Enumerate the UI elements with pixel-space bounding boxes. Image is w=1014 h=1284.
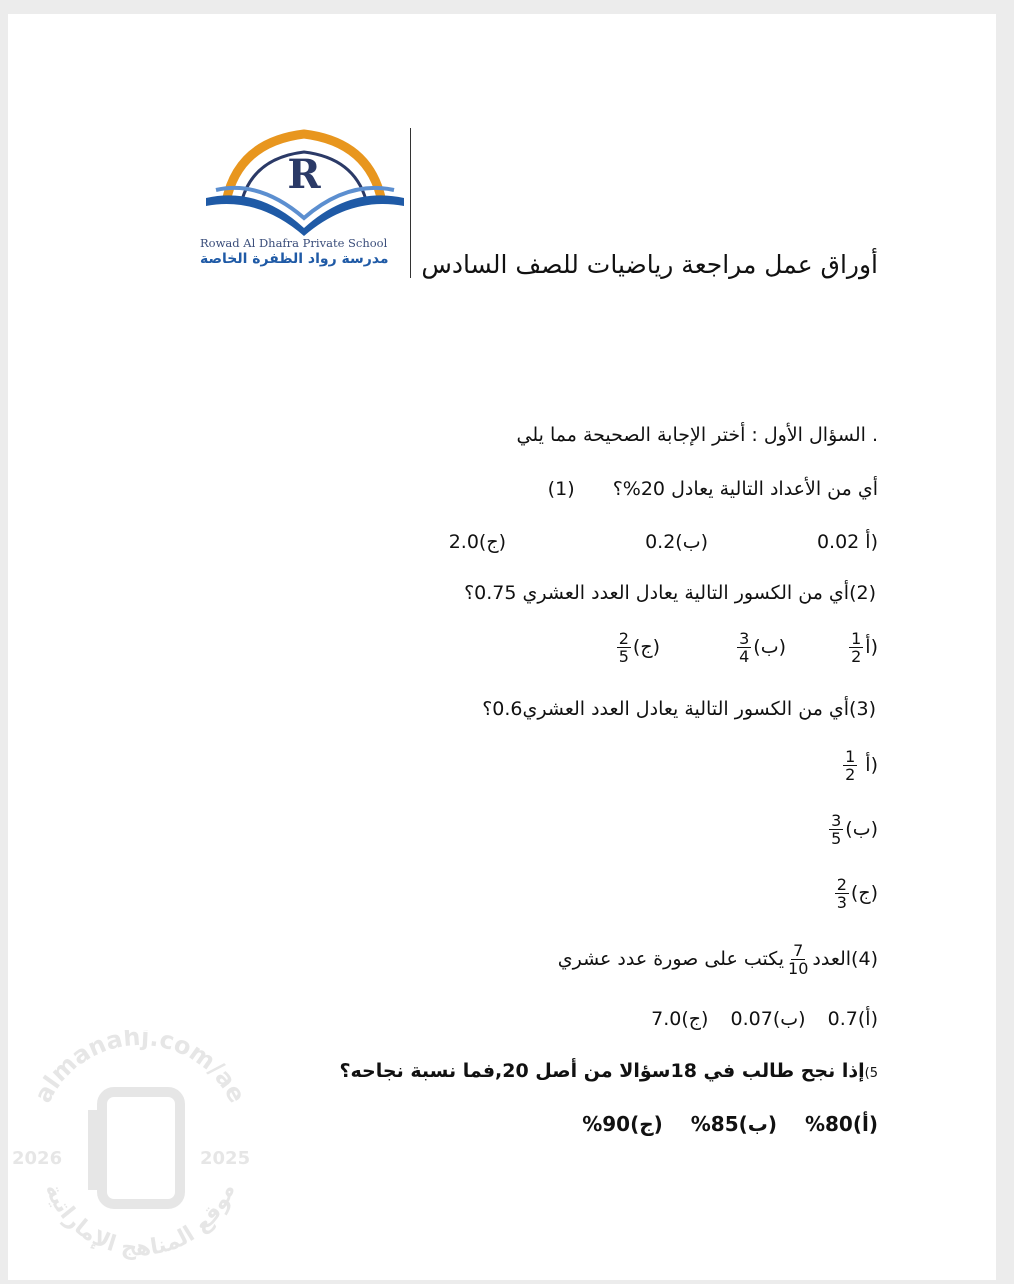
question-5-option-b: (ب)85% [690,1112,778,1136]
section-heading: . السؤال الأول : أختر الإجابة الصحيحة مما يلي [516,424,878,446]
question-4-options [651,1008,878,1030]
question-5-number: 5) [864,1066,878,1081]
question-3-option-c [833,876,878,911]
question-5-option-c: (ج)90% [582,1112,663,1136]
option-label: (ج) [850,882,878,904]
question-5-options [582,1112,878,1136]
fraction: $\frac{2}{3}$ [836,875,847,912]
question-5-text [340,1060,878,1082]
question-4-option-a: (أ)0.7 [827,1008,878,1030]
question-1-text [548,478,878,500]
fraction: $\frac{7}{10}$ [788,941,809,978]
option-label: (أ [865,636,878,658]
question-2-text: (2)أي من الكسور التالية يعادل العدد العشري 0.75؟ [464,582,876,604]
school-logo-book-arch-icon [198,124,413,236]
watermark-site-ar: موقع المناهج الإماراتية [39,1180,241,1262]
fraction: $\frac{3}{4}$ [739,629,750,666]
logo-school-name-ar: مدرسة رواد الظفرة الخاصة [200,251,389,267]
fraction: $\frac{2}{5}$ [618,629,629,666]
question-4-option-c: (ج)7.0 [651,1008,709,1030]
question-3-option-a [841,748,878,783]
option-label: (ج) [632,636,660,658]
question-4-suffix: يكتب على صورة عدد عشري [557,948,785,970]
watermark [10,1030,270,1280]
question-2-option-b [735,630,786,665]
question-1-option-c: (ج)2.0 [448,531,506,553]
question-1-number: (1) [547,478,575,500]
logo-letter: R [287,151,321,198]
watermark-url: almanahj.com/ae [28,1030,252,1108]
question-1-prompt: أي من الأعداد التالية يعادل 20%؟ [612,478,878,500]
question-4-text [558,942,878,977]
question-3-option-b [827,812,878,847]
fraction: $\frac{1}{2}$ [851,629,862,666]
question-4-prefix: (4)العدد [812,948,878,970]
phone-flag-watermark-icon [10,1030,270,1280]
logo-divider [410,128,411,278]
option-label: (ب) [753,636,786,658]
question-4-option-b: (ب)0.07 [730,1008,806,1030]
school-logo [198,124,413,274]
page-title: أوراق عمل مراجعة رياضيات للصف السادس [421,250,878,279]
question-1-option-a: (أ 0.02 [816,531,878,553]
fraction: $\frac{1}{2}$ [845,747,856,784]
question-3-text: (3)أي من الكسور التالية يعادل العدد العشري0.6؟ [482,698,876,720]
logo-school-name-en: Rowad Al Dhafra Private School [200,236,388,250]
question-5-option-a: (أ)80% [804,1112,878,1136]
option-label: (ب) [845,818,878,840]
watermark-year-right: 2025 [200,1148,251,1169]
fraction: $\frac{3}{5}$ [831,811,842,848]
question-2-option-c [615,630,660,665]
option-label: (أ [865,754,878,776]
svg-text:موقع المناهج الإماراتية [40,1180,241,1261]
question-1-option-b: (ب)0.2 [645,531,708,553]
watermark-year-left: 2026 [12,1148,63,1169]
question-5-prompt: إذا نجح طالب في 18سؤالا من أصل 20,فما نسبة نجاحه؟ [339,1060,865,1082]
question-2-option-a [847,630,878,665]
